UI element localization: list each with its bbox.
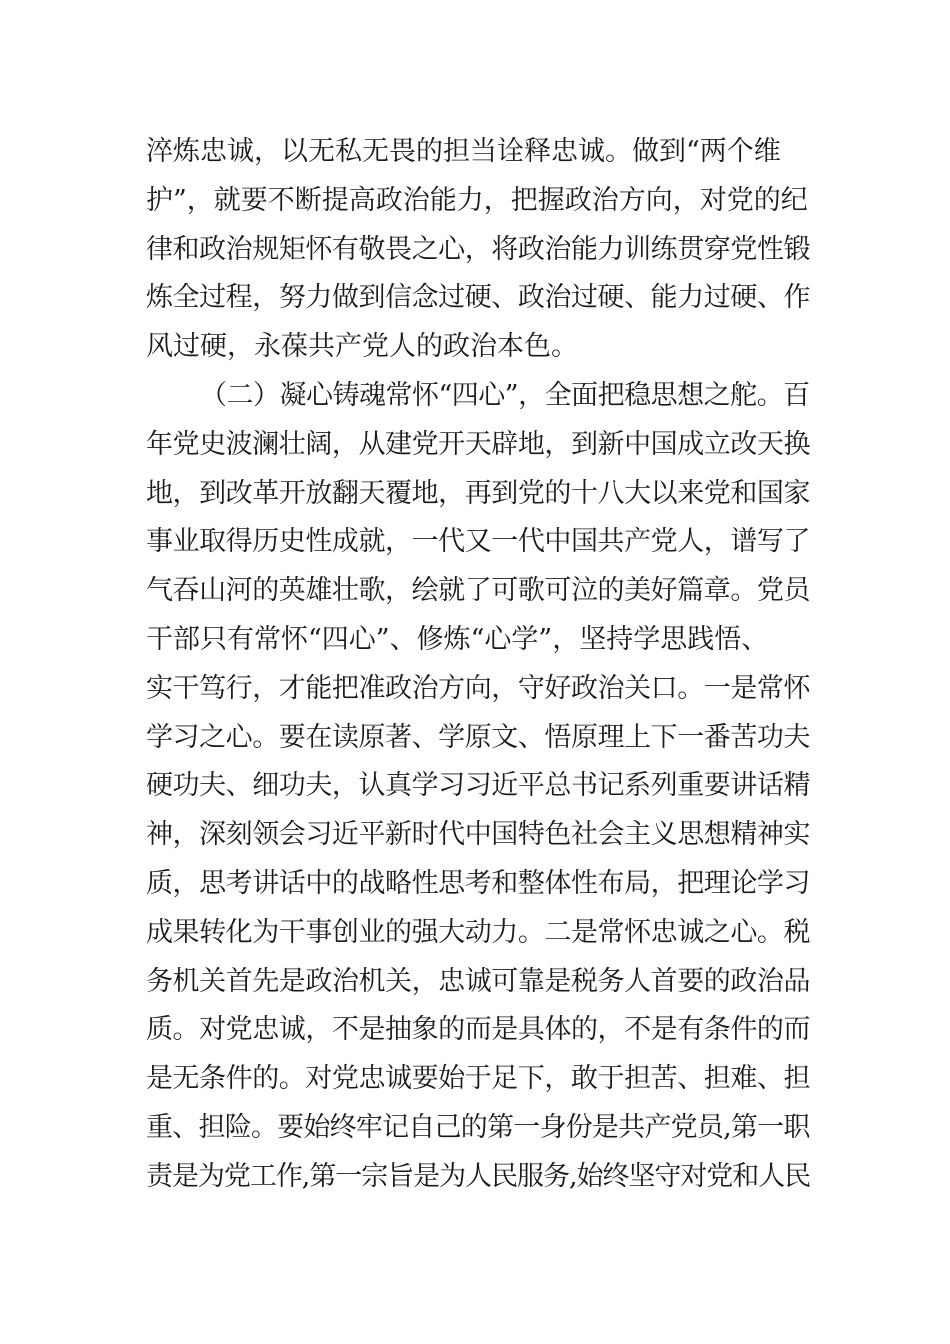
text-line: 淬炼忠诚，以无私无畏的担当诠释忠诚。做到“两个维 [146, 136, 781, 167]
text-line: 事业取得历史性成就，一代又一代中国共产党人，谱写了 [146, 526, 810, 558]
text-line: 炼全过程，努力做到信念过硬、政治过硬、能力过硬、作 [146, 282, 810, 314]
body-text [146, 128, 810, 1202]
paragraph-start-line: （二）凝心铸魂常怀“四心”，全面把稳思想之舵。百 [200, 379, 810, 411]
text-line: 质。对党忠诚，不是抽象的而是具体的，不是有条件的而 [146, 1014, 810, 1046]
text-line: 硬功夫、细功夫，认真学习习近平总书记系列重要讲话精 [146, 770, 810, 802]
text-line: 责是为党工作,第一宗旨是为人民服务,始终坚守对党和人民 [146, 1160, 810, 1192]
text-line: 务机关首先是政治机关，忠诚可靠是税务人首要的政治品 [146, 965, 810, 997]
text-line: 气吞山河的英雄壮歌，绘就了可歌可泣的美好篇章。党员 [146, 575, 810, 607]
text-line: 年党史波澜壮阔，从建党开天辟地，到新中国成立改天换 [146, 428, 810, 460]
text-line: 护”，就要不断提高政治能力，把握政治方向，对党的纪 [146, 184, 808, 216]
text-line: 实干笃行，才能把准政治方向，守好政治关口。一是常怀 [146, 672, 810, 704]
text-line: 重、担险。要始终牢记自己的第一身份是共产党员,第一职 [146, 1111, 810, 1143]
text-line: 律和政治规矩怀有敬畏之心，将政治能力训练贯穿党性锻 [146, 233, 810, 265]
text-line: 成果转化为干事创业的强大动力。二是常怀忠诚之心。税 [146, 916, 810, 948]
text-line: 风过硬，永葆共产党人的政治本色。 [146, 331, 578, 363]
text-line: 地，到改革开放翻天覆地，再到党的十八大以来党和国家 [146, 477, 810, 509]
text-line: 神，深刻领会习近平新时代中国特色社会主义思想精神实 [146, 819, 810, 851]
text-line: 质，思考讲话中的战略性思考和整体性布局，把理论学习 [146, 867, 810, 899]
text-line: 学习之心。要在读原著、学原文、悟原理上下一番苦功夫 [146, 721, 810, 753]
text-line: 干部只有常怀“四心”、修炼“心学”，坚持学思践悟、 [146, 623, 769, 655]
text-line: 是无条件的。对党忠诚要始于足下，敢于担苦、担难、担 [146, 1063, 810, 1095]
